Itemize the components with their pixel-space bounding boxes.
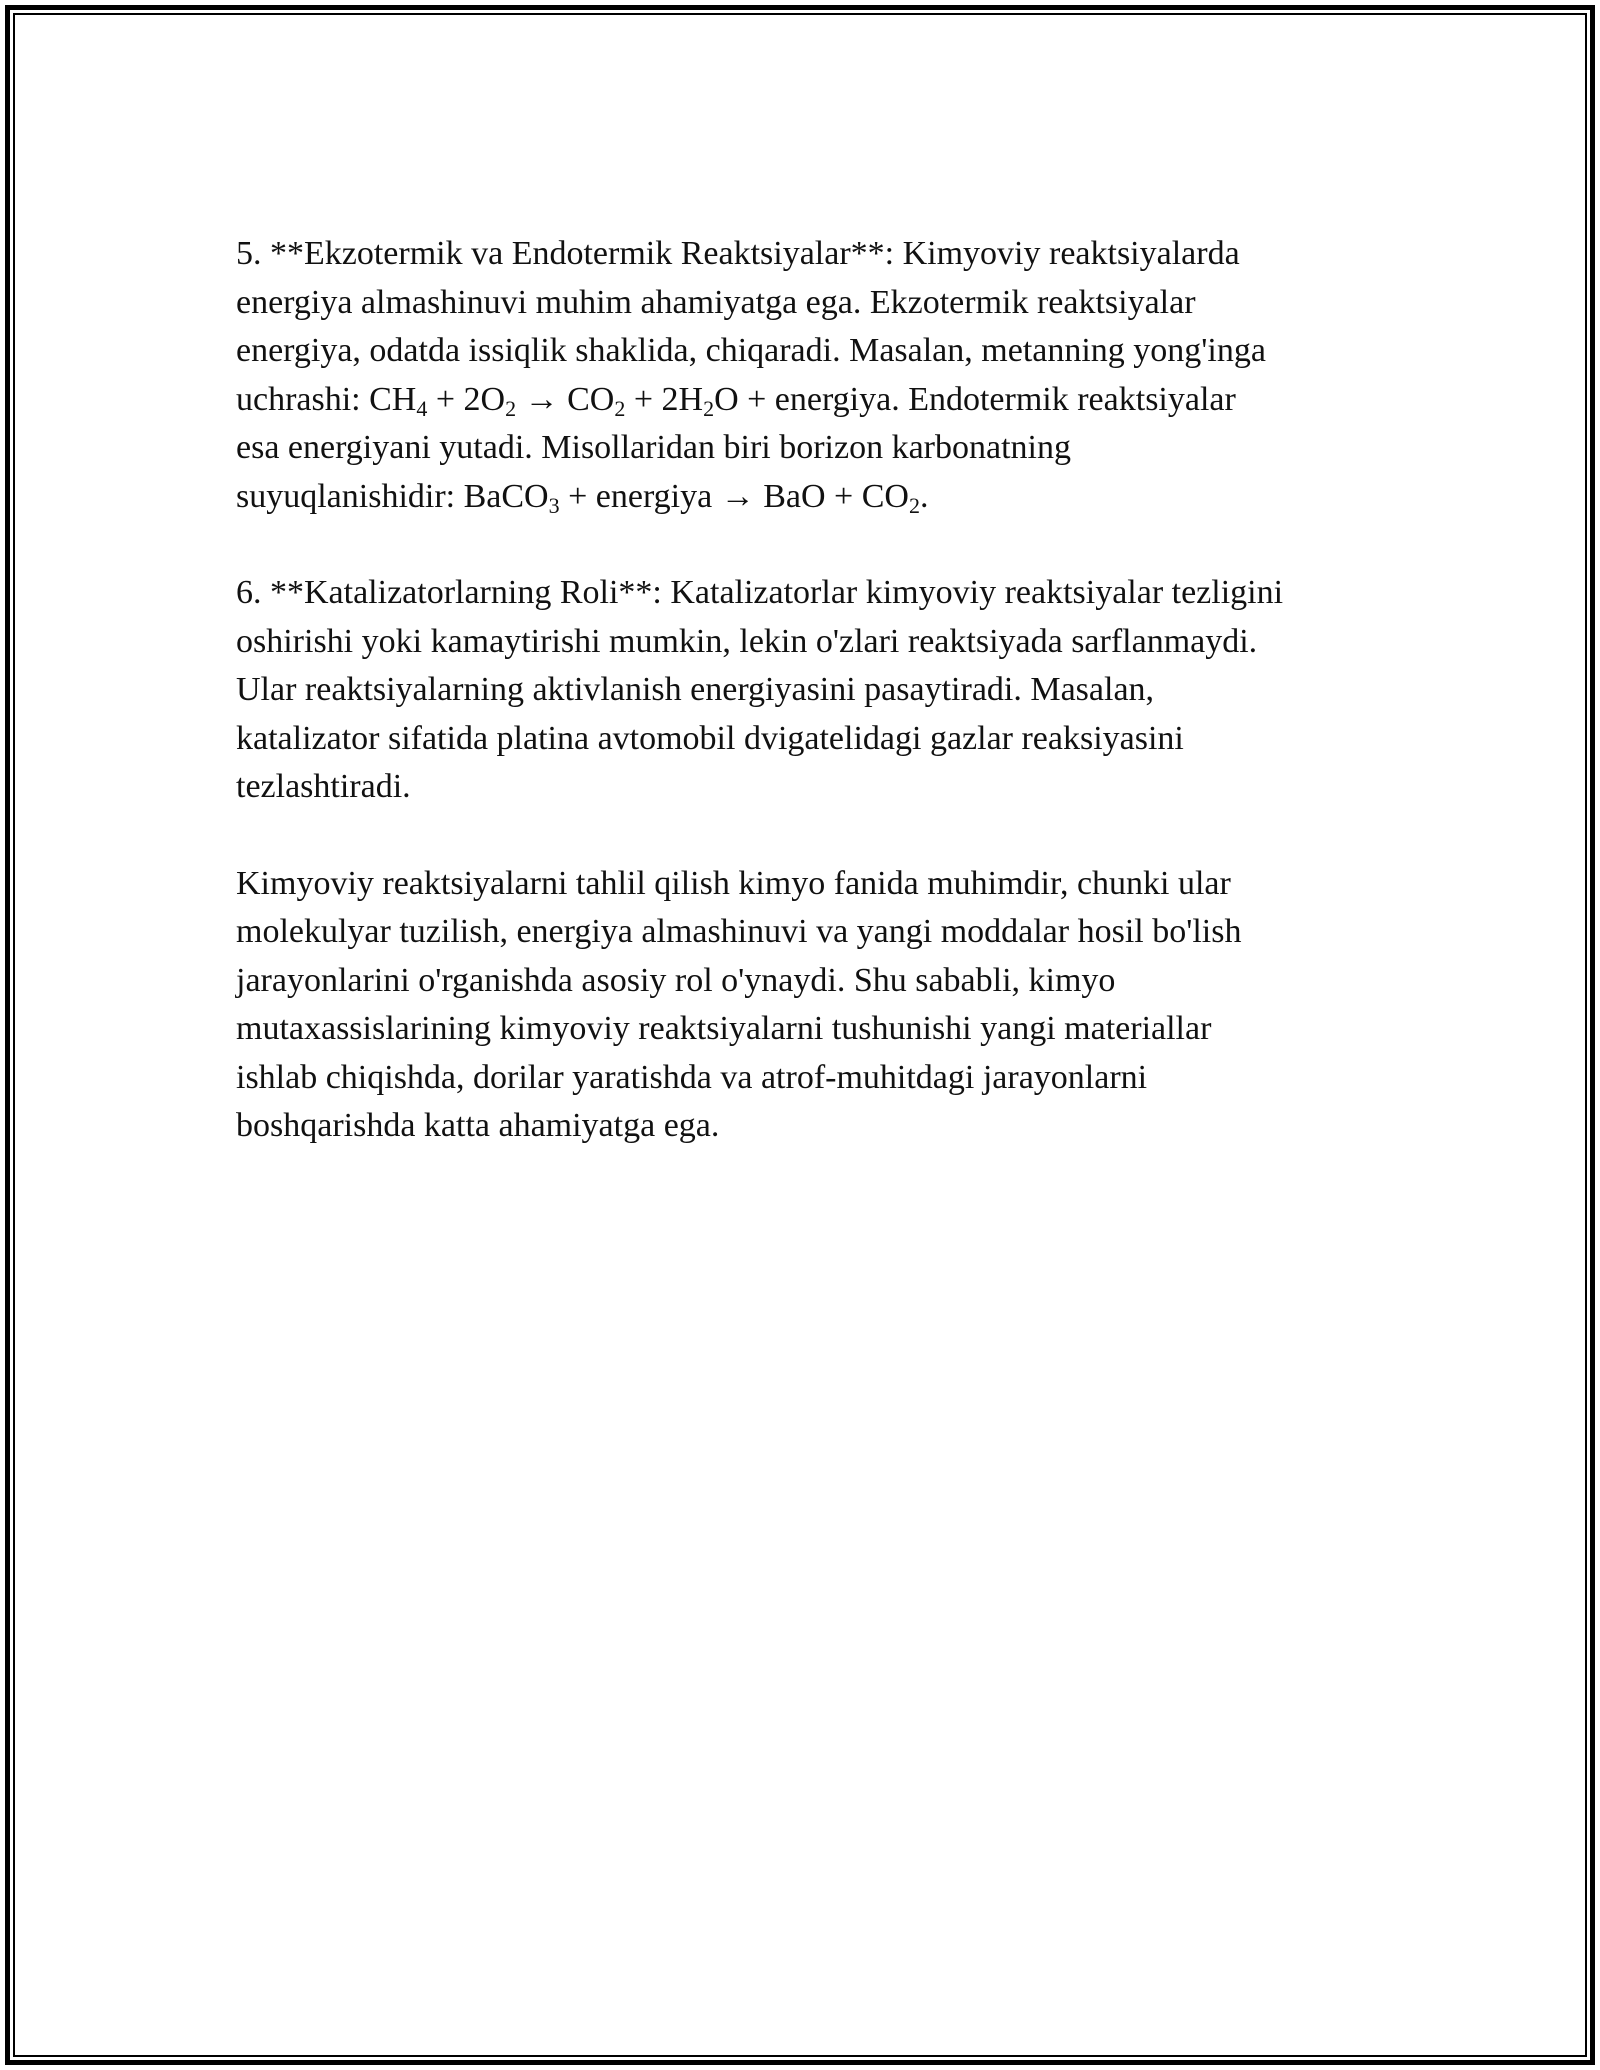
text-line: mutaxassislarining kimyoviy reaktsiyalarni tushunishi yangi materiallar (236, 1010, 1212, 1047)
text-line: esa energiyani yutadi. Misollaridan biri borizon karbonatning (236, 429, 1071, 466)
text-line-methane-equation (236, 376, 1376, 425)
subscript: 2 (505, 395, 517, 421)
text-line: energiya almashinuvi muhim ahamiyatga ega. Ekzotermik reaktsiyalar (236, 283, 1196, 321)
subscript: 4 (416, 395, 428, 421)
subscript: 2 (614, 395, 626, 421)
text-line: molekulyar tuzilish, energiya almashinuvi va yangi moddalar hosil bo'lish (236, 913, 1242, 950)
equation-text: . (919, 477, 929, 515)
paragraph-conclusion (236, 860, 1376, 1151)
text-line: jarayonlarini o'rganishda asosiy rol o'ynaydi. Shu sababli, kimyo (236, 961, 1116, 999)
paragraph-catalysts (236, 569, 1376, 812)
equation-text: → CO (516, 380, 615, 418)
text-line: ishlab chiqishda, dorilar yaratishda va atrof-muhitdagi jarayonlarni (236, 1058, 1148, 1096)
text-line: oshirishi yoki kamaytirishi mumkin, lekin o'zlari reaktsiyada sarflanmaydi. (236, 622, 1258, 660)
paragraph-exothermic-endothermic (236, 230, 1376, 521)
subscript: 2 (908, 492, 920, 518)
text-line: tezlashtiradi. (236, 768, 411, 805)
text-line-barium-equation (236, 473, 1376, 522)
equation-text: uchrashi: CH (236, 380, 417, 418)
subscript: 2 (703, 395, 715, 421)
equation-text: O + energiya. Endotermik reaktsiyalar (714, 380, 1236, 418)
subscript: 3 (548, 492, 560, 518)
document-body (236, 230, 1376, 1199)
equation-text: + 2H (625, 380, 704, 418)
equation-text: + 2O (427, 380, 506, 418)
equation-text: suyuqlanishidir: BaCO (236, 477, 549, 515)
text-line: boshqarishda katta ahamiyatga ega. (236, 1107, 720, 1144)
equation-text: + energiya → BaO + CO (559, 477, 909, 515)
text-line: 6. **Katalizatorlarning Roli**: Katalizatorlar kimyoviy reaktsiyalar tezligini (236, 574, 1284, 611)
text-line: energiya, odatda issiqlik shaklida, chiqaradi. Masalan, metanning yong'inga (236, 332, 1266, 369)
text-line: Ular reaktsiyalarning aktivlanish energiyasini pasaytiradi. Masalan, (236, 671, 1155, 708)
text-line: 5. **Ekzotermik va Endotermik Reaktsiyalar**: Kimyoviy reaktsiyalarda (236, 235, 1240, 272)
text-line: katalizator sifatida platina avtomobil dvigatelidagi gazlar reaksiyasini (236, 719, 1184, 757)
text-line: Kimyoviy reaktsiyalarni tahlil qilish kimyo fanida muhimdir, chunki ular (236, 864, 1231, 902)
